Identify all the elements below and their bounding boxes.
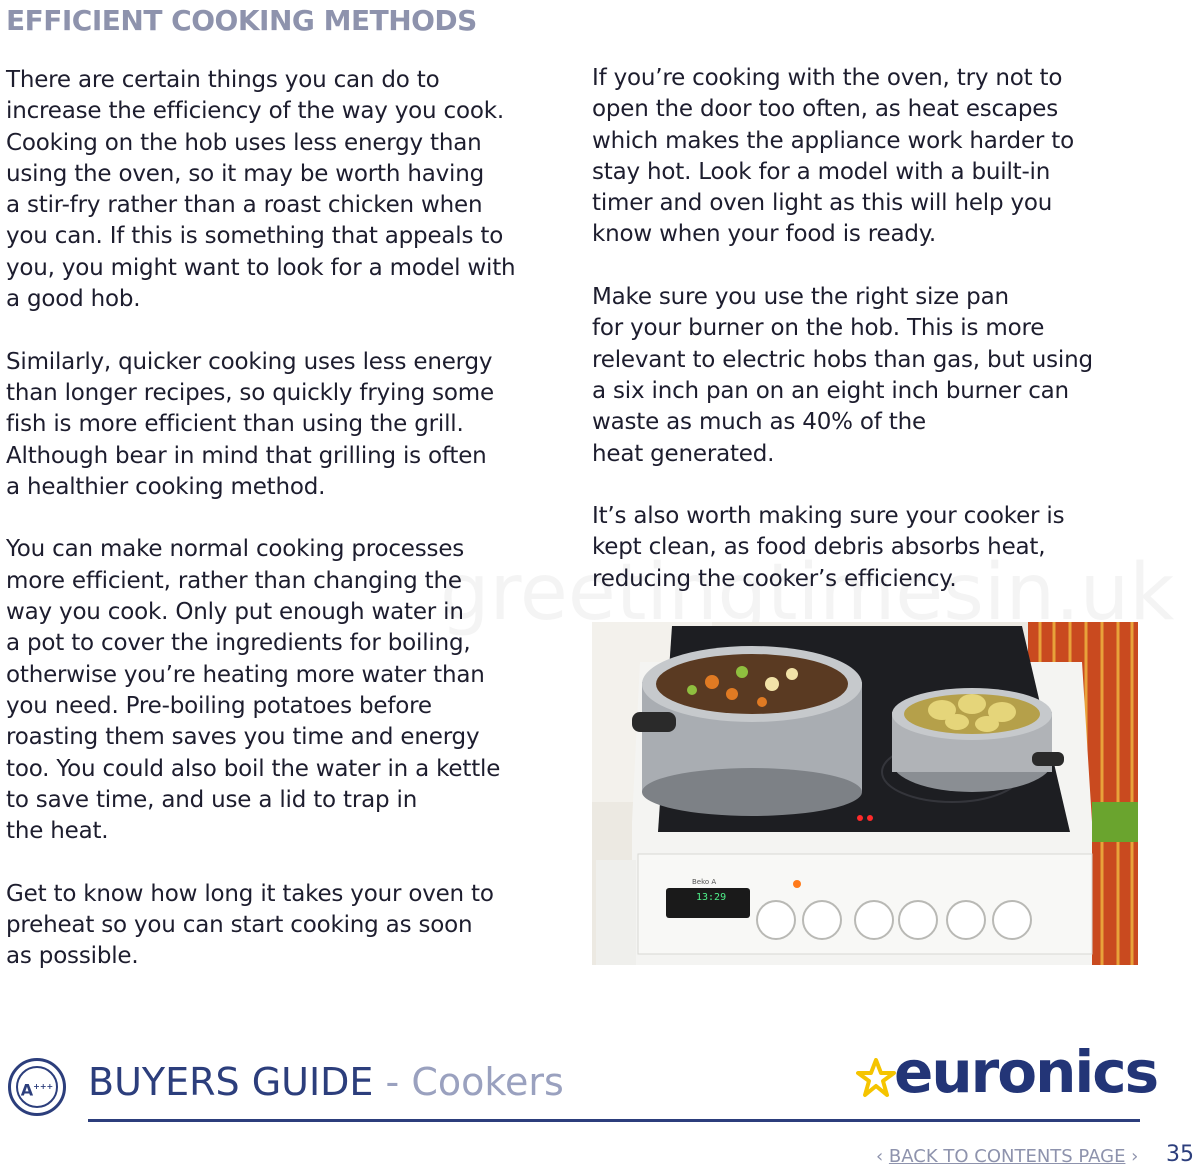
- cooker-photo: [592, 622, 1138, 965]
- text-line: Similarly, quicker cooking uses less energy: [6, 348, 493, 375]
- chevron-left-icon: ‹: [876, 1146, 889, 1167]
- logo-text: euronics: [894, 1038, 1158, 1106]
- paragraph: [592, 282, 1152, 470]
- text-line: you can. If this is something that appeals to: [6, 223, 504, 250]
- paragraph-gap: [6, 315, 566, 346]
- text-line: increase the efficiency of the way you cook.: [6, 98, 504, 125]
- text-line: way you cook. Only put enough water in: [6, 599, 464, 626]
- right-text-column: [592, 63, 1152, 595]
- left-text-column: [6, 65, 566, 973]
- text-line: as possible.: [6, 943, 139, 970]
- back-link-label: BACK TO CONTENTS PAGE: [888, 1146, 1126, 1167]
- text-line: Cooking on the hob uses less energy than: [6, 129, 482, 156]
- text-line: heat generated.: [592, 440, 775, 467]
- text-line: a six inch pan on an eight inch burner can: [592, 377, 1069, 404]
- text-line: There are certain things you can do to: [6, 67, 440, 93]
- paragraph: [6, 65, 566, 315]
- text-line: Make sure you use the right size pan: [592, 284, 1009, 311]
- text-line: using the oven, so it may be worth having: [6, 160, 484, 187]
- text-line: stay hot. Look for a model with a built-in: [592, 158, 1051, 185]
- star-icon: [856, 1058, 896, 1098]
- paragraph-gap: [6, 847, 566, 878]
- footer-title-sub: Cookers: [411, 1060, 564, 1104]
- text-line: know when your food is ready.: [592, 221, 937, 248]
- text-line: to save time, and use a lid to trap in: [6, 786, 418, 813]
- text-line: otherwise you’re heating more water than: [6, 661, 485, 688]
- text-line: relevant to electric hobs than gas, but using: [592, 346, 1093, 373]
- paragraph: [6, 879, 566, 973]
- oven-display: 13:29: [696, 892, 727, 903]
- paragraph: [6, 347, 566, 503]
- text-line: the heat.: [6, 818, 109, 845]
- text-line: a stir-fry rather than a roast chicken when: [6, 192, 483, 219]
- paragraph-gap: [6, 503, 566, 534]
- footer-title: [88, 1060, 564, 1104]
- oven-brand-label: Beko A: [692, 878, 717, 886]
- page-number: 35: [1166, 1142, 1194, 1167]
- text-line: You can make normal cooking processes: [6, 536, 465, 563]
- text-line: which makes the appliance work harder to: [592, 127, 1074, 154]
- back-to-contents-link[interactable]: [876, 1146, 1138, 1167]
- text-line: It’s also worth making sure your cooker is: [592, 503, 1065, 530]
- text-line: timer and oven light as this will help you: [592, 190, 1053, 217]
- text-line: preheat so you can start cooking as soon: [6, 912, 473, 939]
- text-line: roasting them saves you time and energy: [6, 724, 480, 751]
- footer-title-separator: -: [373, 1060, 412, 1104]
- text-line: waste as much as 40% of the: [592, 409, 926, 436]
- text-line: reducing the cooker’s efficiency.: [592, 565, 957, 592]
- paragraph: [592, 63, 1152, 251]
- text-line: open the door too often, as heat escapes: [592, 96, 1059, 123]
- paragraph-gap: [592, 470, 1152, 501]
- energy-rating-label: A+++: [16, 1066, 58, 1108]
- text-line: a good hob.: [6, 286, 141, 313]
- energy-rating-badge: [8, 1058, 66, 1116]
- text-line: fish is more efficient than using the grill.: [6, 411, 464, 438]
- text-line: a healthier cooking method.: [6, 473, 326, 500]
- footer-title-main: BUYERS GUIDE: [88, 1060, 374, 1104]
- section-heading: EFFICIENT COOKING METHODS: [6, 4, 477, 37]
- text-line: kept clean, as food debris absorbs heat,: [592, 534, 1046, 561]
- text-line: than longer recipes, so quickly frying some: [6, 379, 494, 406]
- text-line: Although bear in mind that grilling is often: [6, 442, 487, 469]
- text-line: more efficient, rather than changing the: [6, 567, 462, 594]
- paragraph-gap: [592, 251, 1152, 282]
- text-line: for your burner on the hob. This is more: [592, 315, 1045, 342]
- chevron-right-icon: ›: [1125, 1146, 1139, 1167]
- euronics-logo: [856, 1038, 1158, 1108]
- text-line: you, you might want to look for a model with: [6, 254, 516, 281]
- footer-divider: [88, 1119, 1140, 1122]
- text-line: a pot to cover the ingredients for boiling,: [6, 630, 471, 657]
- text-line: Get to know how long it takes your oven to: [6, 880, 494, 907]
- text-line: If you’re cooking with the oven, try not to: [592, 65, 1063, 91]
- text-line: you need. Pre-boiling potatoes before: [6, 692, 432, 719]
- text-line: too. You could also boil the water in a kettle: [6, 755, 501, 782]
